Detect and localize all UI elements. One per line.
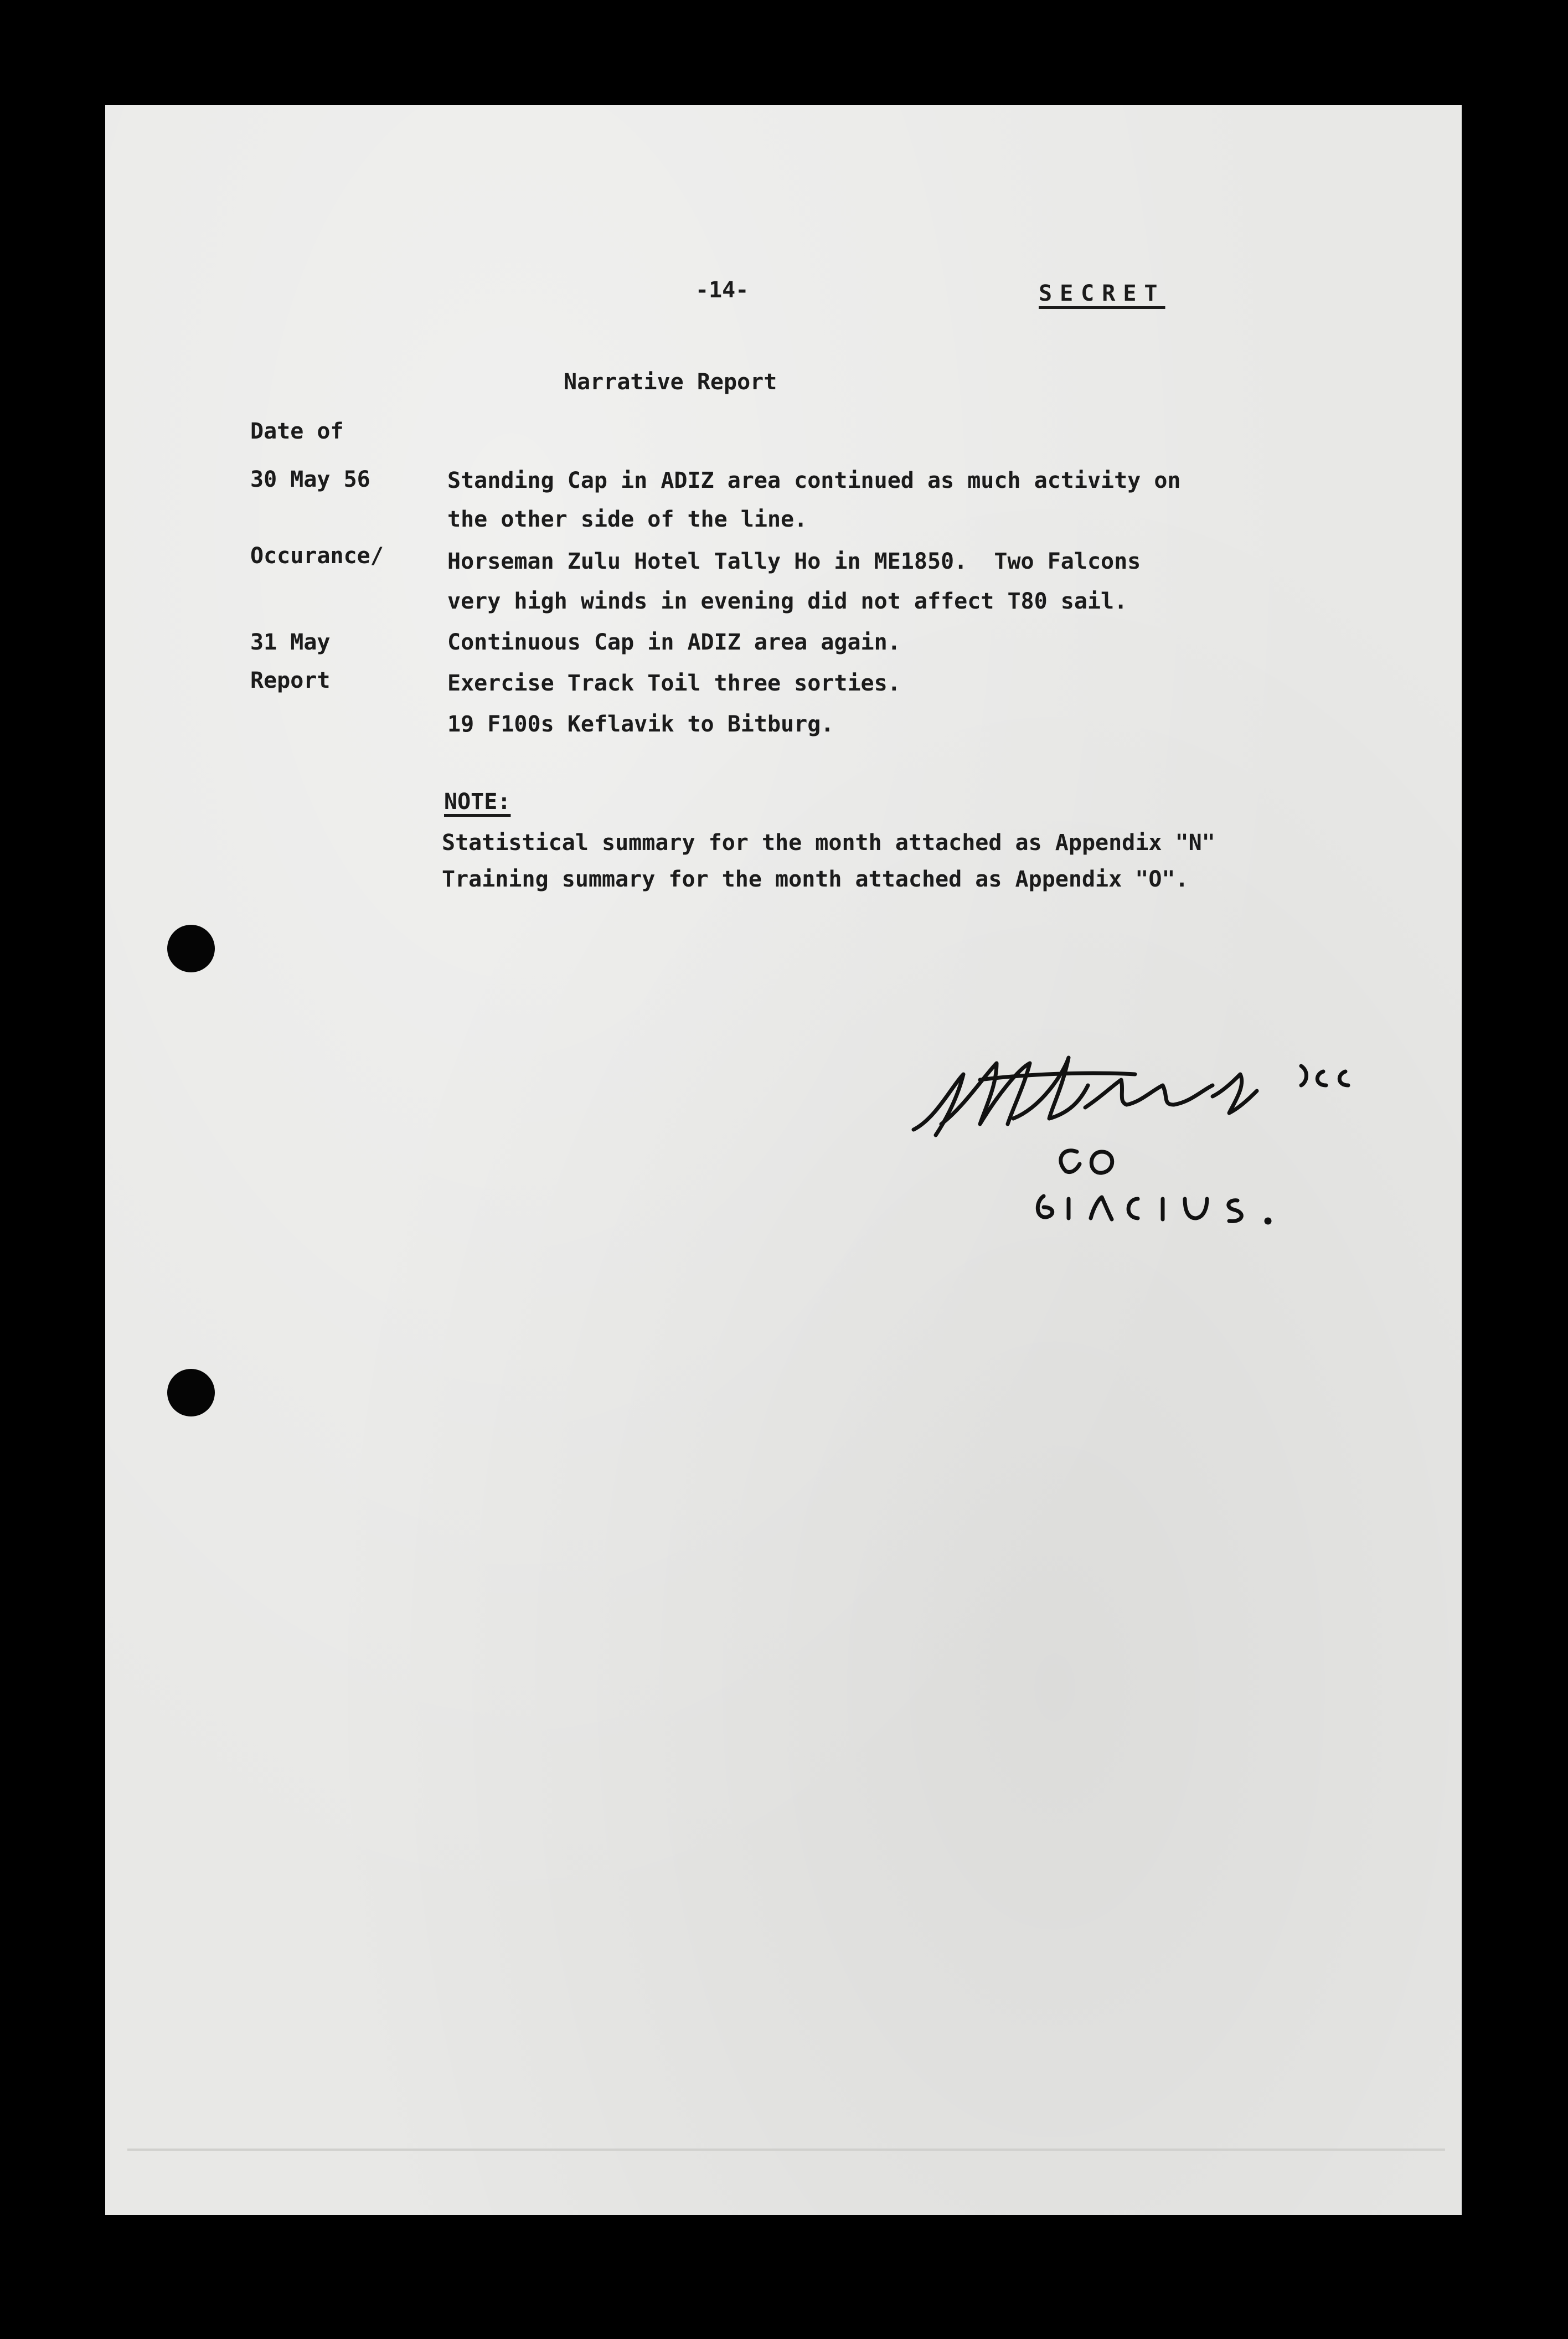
signature-stroke <box>1317 1071 1326 1085</box>
entry-line: Standing Cap in ADIZ area continued as much activity on <box>447 468 1181 493</box>
page-bottom-rule <box>127 2149 1445 2151</box>
entry-line: Exercise Track Toil three sorties. <box>447 671 901 696</box>
entry-date: 31 May <box>250 630 331 655</box>
signature-stroke <box>1038 1196 1052 1217</box>
signature-stroke <box>1128 1199 1138 1218</box>
signature-stroke <box>1085 1080 1213 1107</box>
signature-stroke <box>1301 1066 1306 1085</box>
signature-stroke <box>1339 1071 1348 1085</box>
document-page <box>105 105 1462 2215</box>
signature-stroke <box>1229 1201 1242 1222</box>
signature-stroke <box>1091 1197 1112 1219</box>
entry-line: very high winds in evening did not affect T80 sail. <box>447 589 1128 614</box>
entry-line: 19 F100s Keflavik to Bitburg. <box>447 712 834 737</box>
note-line: Training summary for the month attached as Appendix "O". <box>442 867 1189 892</box>
report-title: Narrative Report <box>564 369 777 395</box>
classification-marking: SECRET <box>1039 281 1165 306</box>
entry-date: 30 May 56 <box>250 467 370 492</box>
entry-line: the other side of the line. <box>447 507 808 532</box>
date-header-line: Occurance/ <box>250 543 384 569</box>
note-heading: NOTE: <box>444 789 511 815</box>
entry-line: Horseman Zulu Hotel Tally Ho in ME1850. Two Falcons <box>447 549 1141 574</box>
signature-stroke <box>941 1063 1030 1124</box>
signature-stroke <box>1266 1219 1270 1223</box>
punch-hole-bottom <box>167 1369 215 1416</box>
date-header-line: Date of <box>250 419 344 444</box>
date-column-header <box>250 328 384 785</box>
signature-stroke <box>1061 1151 1080 1172</box>
signature-stroke <box>1091 1152 1112 1173</box>
signature-stroke <box>914 1074 963 1135</box>
date-header-line: Report <box>250 668 331 693</box>
signature-stroke <box>1185 1199 1207 1218</box>
entry-line: Continuous Cap in ADIZ area again. <box>447 630 901 655</box>
handwritten-signature <box>902 1041 1379 1329</box>
page-number: -14- <box>695 277 749 303</box>
signature-stroke <box>1213 1074 1257 1113</box>
punch-hole-top <box>167 925 215 972</box>
note-line: Statistical summary for the month attached as Appendix "N" <box>442 830 1215 856</box>
